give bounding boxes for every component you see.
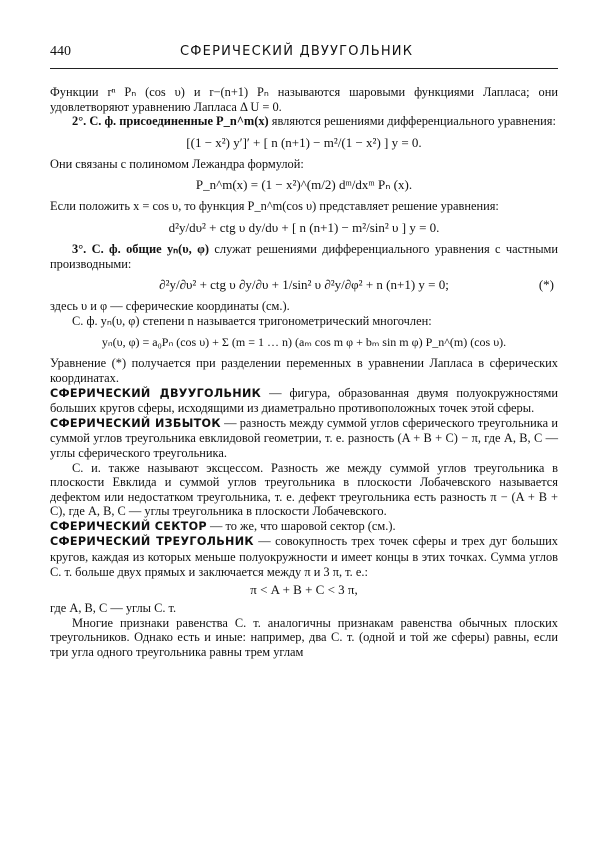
equality-criteria-paragraph: Многие признаки равенства С. т. аналогичны признакам равенства обычных плоских треугольников. Однако есть и иные: например, два С. т. (одной и той же сферы) равны, если три угла одного треугольника равны трем углам — [50, 615, 558, 660]
entry-digon — [50, 386, 558, 416]
general-functions-text: служат решениями дифференциального уравнения с частными производными: — [50, 241, 558, 271]
equation-number: (*) — [538, 277, 554, 293]
equation-substituted — [50, 220, 558, 236]
entry-definition: — фигура, образованная двумя полуокружностями больших кругов сферы, исходящими из диаметрально противоположных точек этой сферы. — [50, 385, 559, 416]
dictionary-page — [50, 44, 558, 660]
trig-polynomial-paragraph: С. ф. yₙ(υ, φ) степени n называется тригонометрический многочлен: — [72, 313, 432, 328]
entry-spherical-sector — [50, 519, 558, 535]
separation-note: Уравнение (*) получается при разделении переменных в уравнении Лапласа в сферических координатах. — [50, 356, 558, 385]
page-number: 440 — [50, 44, 71, 59]
equation-text: d²y/dυ² + ctg υ dy/dυ + [ n (n+1) − m²/sin² υ ] y = 0. — [168, 219, 440, 235]
general-functions-paragraph — [50, 242, 558, 271]
equation-text: π < A + B + C < 3 π, — [250, 582, 358, 598]
equation-partial-differential — [50, 277, 558, 293]
substitution-paragraph: Если положить x = cos υ, то функция P_n^m(cos υ) представляет решение уравнения: — [50, 199, 499, 214]
associated-functions-paragraph — [50, 114, 558, 129]
associated-functions-text: являются решениями дифференциального уравнения: — [271, 114, 556, 129]
equation-trig-polynomial — [50, 334, 558, 350]
associated-functions-lead: 2°. С. ф. присоединенные P_n^m(x) — [72, 114, 269, 129]
entry-definition: — разность между суммой углов сферического треугольника и суммой углов треугольника евклидовой геометрии, т. е. разность (A + B + C) − π, где A, B, C — углы сферического треугольника. — [50, 415, 558, 460]
running-title: СФЕРИЧЕСКИЙ ДВУУГОЛЬНИК — [180, 44, 414, 59]
entry-spherical-excess — [50, 416, 558, 461]
triangle-angles-note: где A, B, C — углы С. т. — [50, 601, 177, 616]
entry-term: СФЕРИЧЕСКИЙ СЕКТОР — [50, 519, 207, 533]
entry-definition: — совокупность трех точек сферы и трех дуг больших кругов, каждая из которых меньше полуокружности и имеет концы в этих точках. Сумма углов С. т. больше двух прямых и заключается между π и 3 π, т. е.: — [50, 534, 558, 579]
equation-text: ∂²y/∂υ² + ctg υ ∂y/∂υ + 1/sin² υ ∂²y/∂φ² + n (n+1) y = 0; — [159, 277, 449, 293]
equation-legendre-formula — [50, 177, 558, 193]
equation-text: yₙ(υ, φ) = a₀Pₙ (cos υ) + Σ (m = 1 … n) (aₘ cos m φ + bₘ sin m φ) P_n^(m) (cos υ). — [101, 335, 507, 350]
entry-definition: — то же, что шаровой сектор (см.). — [206, 518, 396, 533]
excess-note: С. и. также называют эксцессом. Разность же между суммой углов треугольника в плоскости Евклида и суммой углов треугольника в плоскости Лобачевского называется дефектом или недостатком треугольника, т. е. дефект треугольника есть разность π − (A + B + C), где A, B, C — углы треугольника в плоскости Лобачевского. — [50, 460, 558, 519]
entry-term: СФЕРИЧЕСКИЙ ДВУУГОЛЬНИК — [50, 386, 262, 400]
coordinates-note: здесь υ и φ — сферические координаты (см.). — [50, 299, 290, 314]
entry-term: СФЕРИЧЕСКИЙ ИЗБЫТОК — [50, 416, 221, 430]
equation-text: [(1 − x²) y′]′ + [ n (n+1) − m²/(1 − x²) ] y = 0. — [186, 134, 422, 150]
equation-legendre-associated — [50, 135, 558, 151]
entry-spherical-triangle — [50, 534, 558, 579]
legendre-relation-paragraph: Они связаны с полиномом Лежандра формулой: — [50, 156, 304, 171]
general-functions-lead: 3°. С. ф. общие yₙ(υ, φ) — [72, 241, 210, 256]
entry-term: СФЕРИЧЕСКИЙ ТРЕУГОЛЬНИК — [50, 535, 254, 549]
page-header — [50, 44, 558, 66]
equation-text: P_n^m(x) = (1 − x²)^(m/2) dᵐ/dxᵐ Pₙ (x). — [195, 177, 413, 193]
laplace-functions-paragraph: Функции rⁿ Pₙ (cos υ) и r−(n+1) Pₙ называются шаровыми функциями Лапласа; они удовлетворяют уравнению Лапласа Δ U = 0. — [50, 85, 558, 114]
equation-angle-sum — [50, 582, 558, 598]
